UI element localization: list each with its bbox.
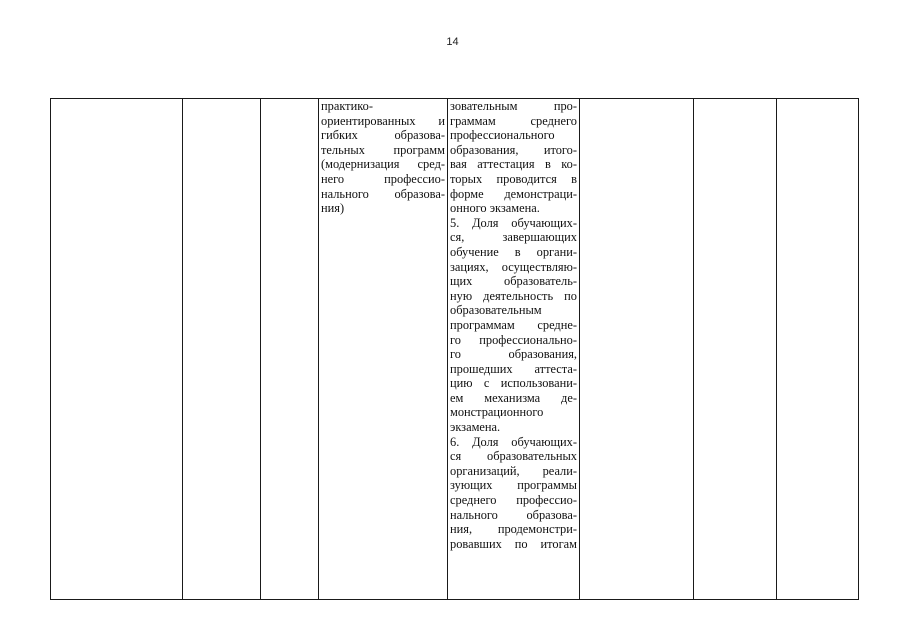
text-line: ния, продемонстри- — [450, 522, 577, 537]
text-line: цию с использовани- — [450, 376, 577, 391]
text-line: тельных программ — [321, 142, 445, 157]
text-line: профессионального — [450, 128, 555, 143]
text-line: нального образова- — [450, 507, 577, 522]
text-line: торых проводится в — [450, 171, 577, 186]
text-line: 5. Доля обучающих- — [450, 215, 577, 230]
table-cell-col4 — [319, 99, 448, 600]
program-description-text — [321, 99, 445, 216]
text-line: (модернизация сред- — [321, 157, 445, 172]
text-line: щих образователь- — [450, 274, 577, 289]
text-line: вая аттестация в ко- — [450, 157, 577, 172]
text-line: ся, завершающих — [450, 230, 577, 245]
text-line: ровавших по итогам — [450, 536, 577, 551]
table-cell-col8 — [777, 99, 859, 600]
text-line: ся образовательных — [450, 449, 577, 464]
table-cell-col6 — [580, 99, 694, 600]
text-line: нального образова- — [321, 186, 445, 201]
table-cell-col5 — [448, 99, 580, 600]
text-line: ную деятельность по — [450, 288, 577, 303]
text-line: ния) — [321, 201, 345, 216]
table-cell-col3 — [261, 99, 319, 600]
text-line: гибких образова- — [321, 128, 445, 143]
text-line: него профессио- — [321, 171, 445, 186]
text-line: онного экзамена. — [450, 201, 540, 216]
text-line: зовательным про- — [450, 99, 577, 113]
text-line: программам средне- — [450, 317, 577, 332]
text-line: го образования, — [450, 347, 577, 362]
text-line: прошедших аттеста- — [450, 361, 577, 376]
text-line: обучение в органи- — [450, 244, 577, 259]
table-cell-col1 — [51, 99, 183, 600]
text-line: образовательным — [450, 303, 542, 318]
table-row — [51, 99, 859, 600]
text-line: экзамена. — [450, 420, 501, 435]
text-line: зациях, осуществляю- — [450, 259, 577, 274]
text-line: ориентированных и — [321, 113, 445, 128]
text-line: 6. Доля обучающих- — [450, 434, 577, 449]
text-line: образования, итого- — [450, 142, 577, 157]
text-line: ем механизма де- — [450, 390, 577, 405]
text-line: зующих программы — [450, 478, 577, 493]
text-line: организаций, реали- — [450, 463, 577, 478]
table-cell-col2 — [183, 99, 261, 600]
text-line: среднего профессио- — [450, 493, 577, 508]
indicators-text — [450, 99, 577, 551]
page-number: 14 — [446, 36, 459, 48]
table-cell-col7 — [694, 99, 777, 600]
document-table — [50, 98, 859, 600]
text-line: практико- — [321, 99, 373, 113]
text-line: го профессионально- — [450, 332, 577, 347]
text-line: форме демонстраци- — [450, 186, 577, 201]
text-line: монстрационного — [450, 405, 544, 420]
text-line: граммам среднего — [450, 113, 577, 128]
